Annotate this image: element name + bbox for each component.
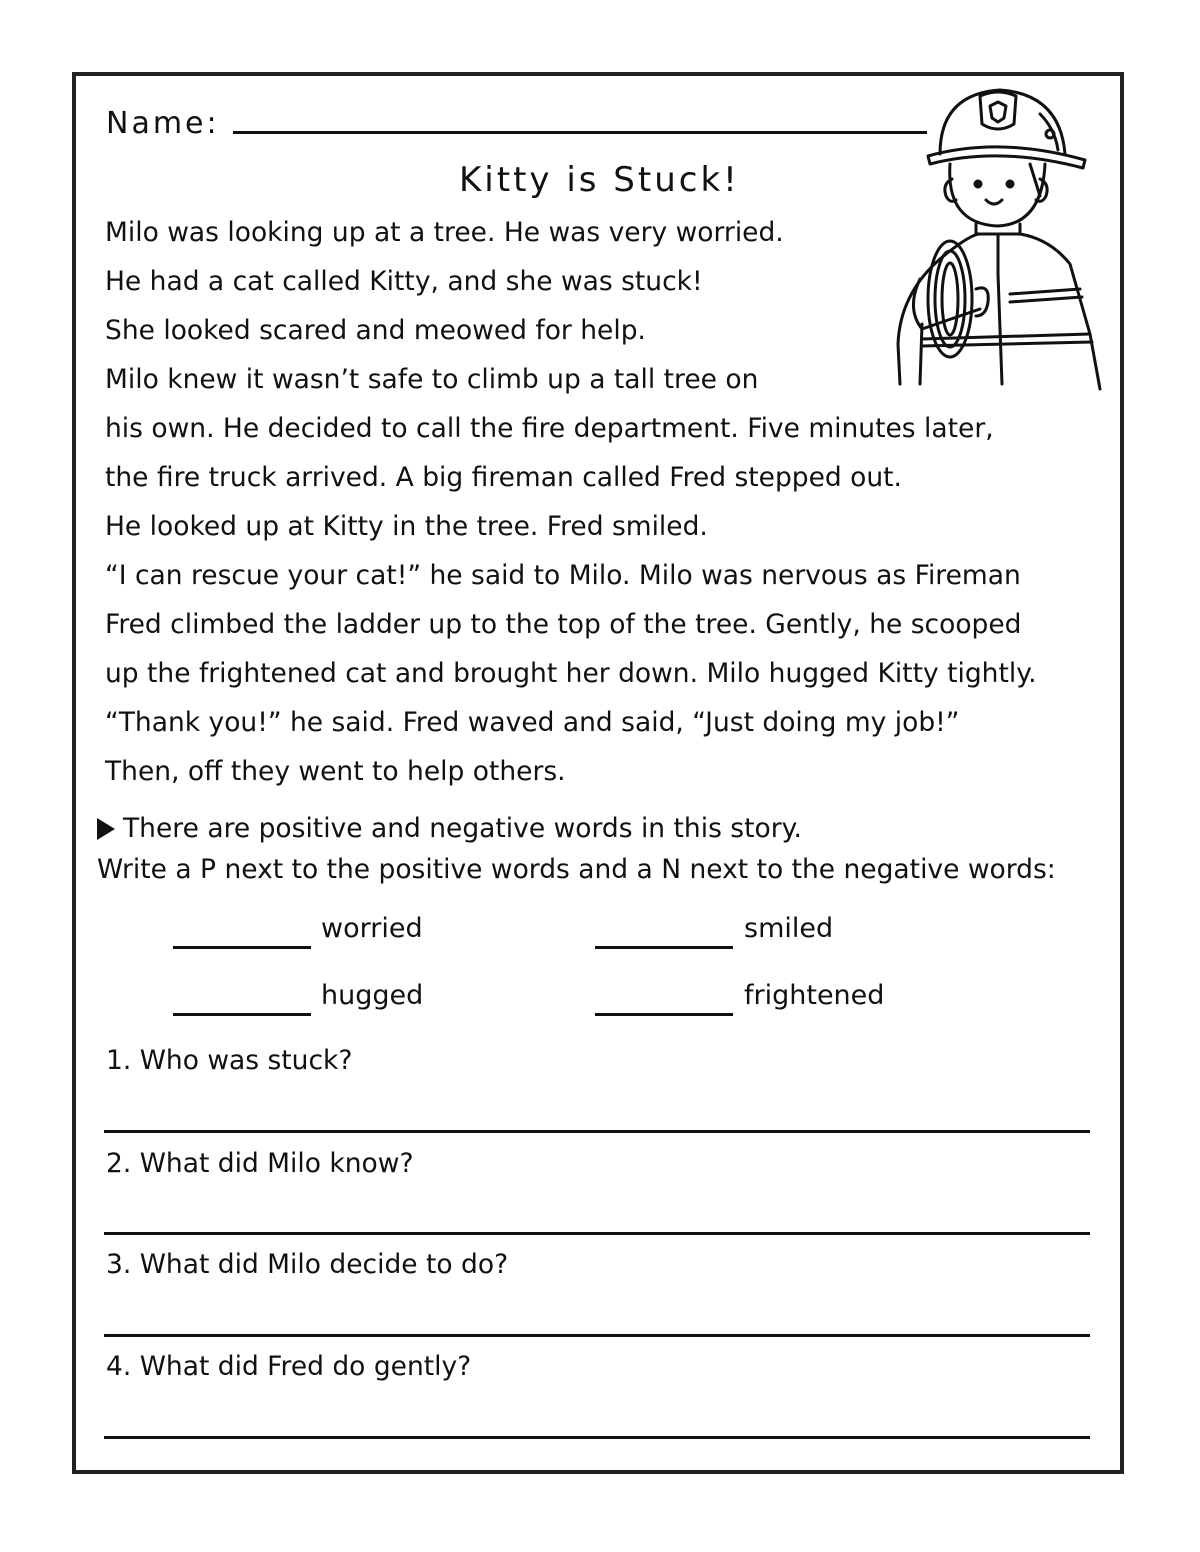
answer-line-3[interactable] bbox=[104, 1334, 1090, 1337]
word-answer-blank[interactable] bbox=[595, 946, 733, 949]
instruction-line-1 bbox=[97, 813, 802, 844]
word-answer-blank[interactable] bbox=[595, 1013, 733, 1016]
story-line: the fire truck arrived. A big fireman called Fred stepped out. bbox=[105, 462, 902, 493]
answer-line-1[interactable] bbox=[104, 1130, 1090, 1133]
story-line: He looked up at Kitty in the tree. Fred smiled. bbox=[105, 511, 708, 542]
story-line: “I can rescue your cat!” he said to Milo. Milo was nervous as Fireman bbox=[105, 560, 1021, 591]
worksheet-title: Kitty is Stuck! bbox=[459, 160, 740, 200]
question-2: 2. What did Milo know? bbox=[106, 1148, 414, 1179]
word-label: hugged bbox=[321, 980, 424, 1011]
instruction-text: There are positive and negative words in this story. bbox=[123, 813, 802, 844]
question-1: 1. Who was stuck? bbox=[106, 1045, 353, 1076]
answer-line-4[interactable] bbox=[104, 1436, 1090, 1439]
question-4: 4. What did Fred do gently? bbox=[106, 1351, 472, 1382]
story-line: He had a cat called Kitty, and she was stuck! bbox=[105, 266, 703, 297]
word-answer-blank[interactable] bbox=[173, 1013, 311, 1016]
story-line: his own. He decided to call the fire department. Five minutes later, bbox=[105, 413, 994, 444]
story-line: Milo knew it wasn’t safe to climb up a tall tree on bbox=[105, 364, 759, 395]
question-3: 3. What did Milo decide to do? bbox=[106, 1249, 509, 1280]
story-line: Then, off they went to help others. bbox=[105, 756, 566, 787]
word-label: smiled bbox=[744, 913, 834, 944]
story-line: Milo was looking up at a tree. He was very worried. bbox=[105, 217, 784, 248]
name-field[interactable] bbox=[233, 131, 927, 134]
word-answer-blank[interactable] bbox=[173, 946, 311, 949]
story-line: “Thank you!” he said. Fred waved and said, “Just doing my job!” bbox=[105, 707, 960, 738]
word-label: worried bbox=[321, 913, 423, 944]
story-line: She looked scared and meowed for help. bbox=[105, 315, 646, 346]
answer-line-2[interactable] bbox=[104, 1232, 1090, 1235]
instruction-line-2: Write a P next to the positive words and a N next to the negative words: bbox=[97, 854, 1056, 885]
story-text bbox=[105, 208, 1037, 796]
play-triangle-icon bbox=[97, 818, 115, 840]
name-label: Name: bbox=[106, 106, 220, 141]
story-line: Fred climbed the ladder up to the top of the tree. Gently, he scooped bbox=[105, 609, 1022, 640]
story-line: up the frightened cat and brought her down. Milo hugged Kitty tightly. bbox=[105, 658, 1037, 689]
word-label: frightened bbox=[744, 980, 885, 1011]
